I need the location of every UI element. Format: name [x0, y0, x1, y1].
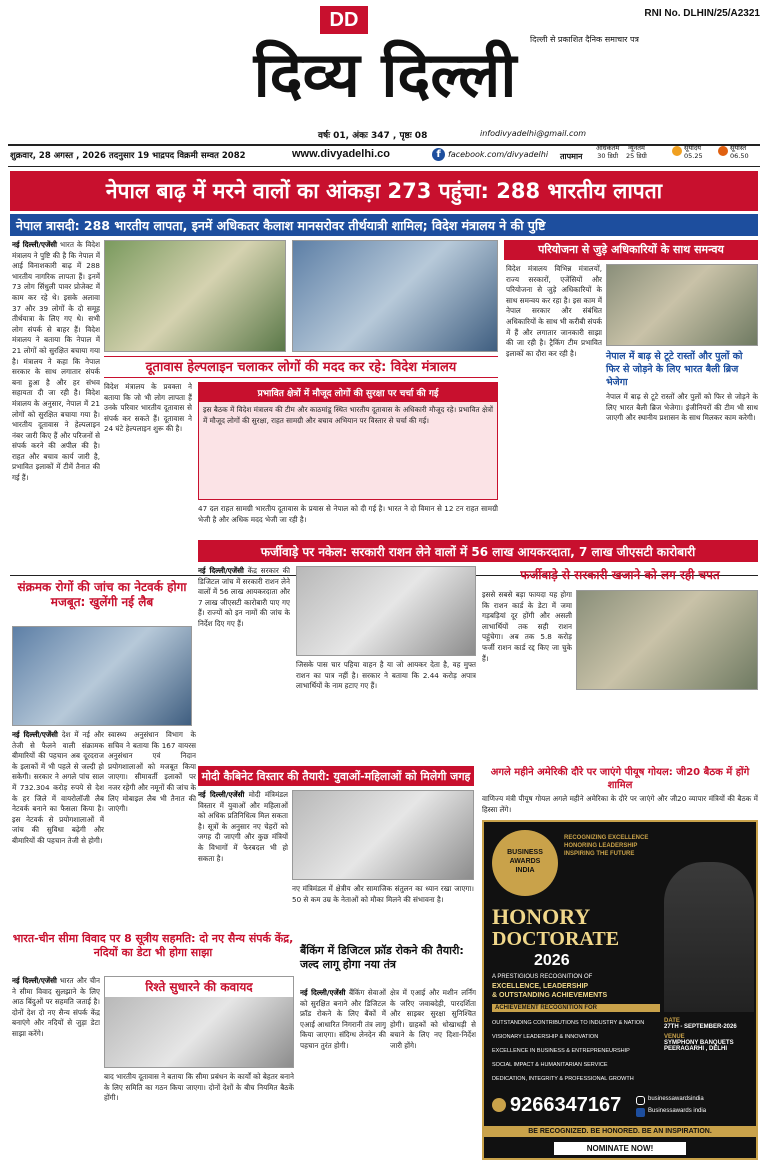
goyal-headline: अगले महीने अमेरिकी दौरे पर जाएंगे पीयूष गोयल: जी20 बैठक में होंगे शामिल — [490, 767, 750, 791]
ad-year: 2026 — [534, 952, 570, 969]
ad-categories — [492, 1016, 660, 1086]
border-photo-title: रिश्ते सुधारने की कवायद — [145, 980, 253, 994]
rni-number: RNI No. DLHIN/25/A2321 — [644, 8, 760, 19]
issue-info: वर्षः 01, अंकः 347 , पृष्ठः 08 — [318, 131, 428, 141]
modi-photo — [292, 790, 474, 880]
temp-max: अधिकतम 30 डिग्री — [596, 144, 620, 160]
ration-body: नई दिल्ली/एजेंसी केंद्र सरकार की डिजिटल जांच में सरकारी राशन लेने वालों में 56 लाख आयकरदाता और 7 लाख जीएसटी कारोबारी पाए गए हैं। राज्यों को इन नामों की जांच के निर्देश दिए गए हैं। — [198, 566, 290, 628]
ad-prestigious: A PRESTIGIOUS RECOGNITION OF — [492, 974, 593, 980]
masthead — [0, 0, 768, 170]
ad-title2: DOCTORATE — [492, 928, 620, 950]
sunset: सूर्यास्त 06.50 — [730, 144, 749, 160]
ad-cta[interactable]: NOMINATE NOW! — [554, 1142, 686, 1155]
border-body: नई दिल्ली/एजेंसी भारत और चीन ने सीमा विवाद सुलझाने के लिए आठ बिंदुओं पर सहमति जताई है। दोनों देश दो नए सैन्य संपर्क केंद्र बनाएंगे और नदियों से जुड़ा डेटा साझा करेंगे। — [12, 976, 100, 1038]
ad-phone[interactable]: 9266347167 — [510, 1094, 622, 1116]
ad-category: VISIONARY LEADERSHIP & INNOVATION — [492, 1034, 599, 1040]
ad-slogan: BE RECOGNIZED. BE HONORED. BE AN INSPIRATION. — [484, 1126, 756, 1137]
facebook-ad-icon — [636, 1108, 645, 1117]
ration-body2: जिसके पास चार पहिया वाहन है या जो आयकर देता है, वह मुफ्त राशन का पात्र नहीं है। सरकार ने बताया कि 2.44 करोड़ अपात्र लाभार्थियों के नाम हटाए गए हैं। — [296, 660, 476, 691]
ad-recognizing: RECOGNIZING EXCELLENCE HONORING LEADERSHIP INSPIRING THE FUTURE — [564, 835, 649, 857]
coordination-body2: नेपाल में बाढ़ से टूटे रास्तों और पुलों को फिर से जोड़ने के लिए भारत बैली ब्रिज भेजेगा। इंजीनियरों की टीम भी साथ जाएगी और स्थानीय प्रशासन के साथ मिलकर काम करेगी। — [606, 392, 758, 423]
coordination-caption: नेपाल में बाढ़ से टूटे रास्तों और पुलों को फिर से जोड़ने के लिए भारत बैली ब्रिज भेजेगा — [606, 351, 743, 388]
flood-photo-1 — [104, 240, 286, 352]
awards-badge: BUSINESS AWARDS INDIA — [492, 830, 558, 896]
flood-photo-2 — [292, 240, 498, 352]
leaders-photo — [105, 997, 293, 1067]
lead-caption-box: दूतावास हेल्पलाइन चलाकर लोगों की मदद कर रहे: विदेश मंत्रालय — [104, 356, 498, 378]
banking-headline: बैंकिंग में डिजिटल फ्रॉड रोकने की तैयारी: जल्द लागू होगा नया तंत्र — [300, 944, 464, 971]
instagram-icon — [636, 1096, 645, 1105]
lead-body-col1: नई दिल्ली/एजेंसी भारत के विदेश मंत्रालय ने पुष्टि की है कि नेपाल में आई विनाशकारी बाढ़ में 288 भारतीय नागरिक लापता हैं। इनमें 73 लोग सिंधुली पावर प्रोजेक्ट में काम कर रहे थे। इसके अलावा 37 और 39 लोगों के दो समूह तीर्थयात्रा के लिए गए थे। सभी लोग संपर्क से बाहर हैं। विदेश मंत्रालय ने बताया कि नेपाल में 21 लोगों को सुरक्षित बचाया गया है। मंत्रालय ने कहा कि नेपाल सरकार के साथ लगातार संपर्क बना हुआ है और हर संभव सहायता दी जा रही है। विदेश मंत्रालय के अनुसार, नेपाल में 21 लोगों को सुरक्षित बचाया गया है। भारतीय दूतावास ने हेल्पलाइन नंबर जारी किए हैं और परिजनों से संपर्क करने की अपील की है। राहत और बचाव कार्य जारी है, प्रभावित इलाकों में टीमें तैनात की गई हैं। — [12, 240, 100, 483]
ad-date-box: DATE 27TH - SEPTEMBER-2026 VENUE SYMPHONY BANQUETS PEERAGARHI , DELHI — [664, 1018, 737, 1052]
ad-fb[interactable]: Businessawards india — [648, 1108, 707, 1114]
lab-photo — [12, 626, 192, 726]
sunset-icon — [718, 146, 728, 156]
lab-headline: संक्रमक रोगों की जांच का नेटवर्क होगा मजबूत: खुलेंगी नई लैब — [17, 580, 187, 609]
ad-title1: HONORY — [492, 904, 591, 929]
weather-label: तापमान — [560, 152, 583, 161]
inner-box-body: इस बैठक में विदेश मंत्रालय की टीम और काठमांडू स्थित भारतीय दूतावास के अधिकारी मौजूद रहे। प्रभावित क्षेत्रों में मौजूद लोगों की सुरक्षा, राहत सामग्री और बचाव अभियान पर विस्तार से चर्चा की गई। — [203, 405, 493, 425]
ad-category: DEDICATION, INTEGRITY & PROFESSIONAL GROWTH — [492, 1076, 634, 1082]
goyal-body: वाणिज्य मंत्री पीयूष गोयल अगले महीने अमेरिका के दौरे पर जाएंगे और जी20 व्यापार मंत्रियों की बैठक में हिस्सा लेंगे। — [482, 794, 758, 814]
banking-body: नई दिल्ली/एजेंसी बैंकिंग सेवाओं को सुरक्षित बनाने और डिजिटल फ्रॉड रोकने के लिए बैंकों में एआई आधारित निगरानी तंत्र लागू किया जाएगा। संदिग्ध लेनदेन की पहचान तुरंत होगी। — [300, 988, 386, 1050]
dd-logo: DD — [320, 6, 368, 34]
ad-category: OUTSTANDING CONTRIBUTIONS TO INDUSTRY & NATION — [492, 1020, 645, 1026]
coordination-headline: परियोजना से जुड़े अधिकारियों के साथ समन्वय — [504, 240, 758, 260]
lab-body: नई दिल्ली/एजेंसी देश में नई और तेजी से फैलने वाली संक्रामक बीमारियों की पहचान अब दूरदराज के इलाकों में भी पहले से जल्दी हो सकेगी। सरकार ने अगले पांच साल में 732.304 करोड़ रुपये से देश के हर जिले में वायरोलॉजी लैब नेटवर्क बनाने का फैसला किया है। इस नेटवर्क से प्रयोगशालाओं में जांच की सुविधा बढ़ेगी और बीमारियों की पहचान तेजी से होगी। — [12, 730, 104, 845]
bridge-photo — [606, 264, 758, 346]
date-line: शुक्रवार, 28 अगस्त , 2026 तदनुसार 19 भाद्रपद विक्रमी सम्वत 2082 — [10, 151, 246, 161]
inner-box-title: प्रभावित क्षेत्रों में मौजूद लोगों की सुरक्षा पर चर्चा की गई — [199, 383, 497, 402]
graduate-figure — [664, 862, 754, 1012]
ad-insta[interactable]: businessawardsindia — [648, 1096, 704, 1102]
coordination-body: विदेश मंत्रालय विभिन्न मंत्रालयों, राज्य सरकारों, एजेंसियों और परियोजना से जुड़े अधिकारियों के साथ समन्वय कर रहा है। इस काम में नेपाल सरकार और संबंधित अधिकारियों के साथ भी करीबी संपर्क में हैं और लगातार जानकारी साझा की जा रही है। ट्रैकिंग टीम प्रभावित इलाकों का दौरा कर रही है। — [506, 264, 602, 358]
tagline: दिल्ली से प्रकाशित दैनिक समाचार पत्र — [530, 35, 639, 44]
honory-doctorate-ad[interactable] — [482, 820, 758, 1160]
border-photo-box — [104, 976, 294, 1068]
cabinet-headline: मोदी कैबिनेट विस्तार की तैयारी: युवाओं-महिलाओं को मिलेगी जगह — [198, 766, 474, 786]
ad-excellence: EXCELLENCE, LEADERSHIP & OUTSTANDING ACHIEVEMENTS — [492, 983, 608, 999]
phone-icon — [492, 1098, 506, 1112]
facebook-icon: f — [432, 148, 445, 161]
facebook-link[interactable]: facebook.com/divyadelhi — [448, 150, 549, 159]
border-headline: भारत-चीन सीमा विवाद पर 8 सूत्रीय सहमति: दो नए सैन्य संपर्क केंद्र, नदियों का डेटा भी होगा साझा — [12, 932, 294, 959]
sun-icon — [672, 146, 682, 156]
ad-category: EXCELLENCE IN BUSINESS & ENTREPRENEURSHIP — [492, 1048, 630, 1054]
ration-side-body: इससे सबसे बड़ा फायदा यह होगा कि राशन कार्ड के डेटा में जमा गड़बड़ियां दूर होंगी और असली लाभार्थियों तक सही राशन पहुंचेगा। अब तक 5.8 करोड़ फर्जी राशन कार्ड रद्द किए जा चुके हैं। — [482, 590, 572, 663]
temp-min: न्यूनतम 25 डिग्री — [626, 144, 647, 160]
border-body2: बाद भारतीय दूतावास ने बताया कि सीमा प्रबंधन के कार्यों को बेहतर बनाने के लिए समिति का गठन किया जाएगा। दोनों देशों के बीच नियमित बैठकें होंगी। — [104, 1072, 294, 1103]
lead-body-col2: विदेश मंत्रालय के प्रवक्ता ने बताया कि जो भी लोग लापता हैं उनके परिवार भारतीय दूतावास से संपर्क कर सकते हैं। दूतावास ने 24 घंटे हेल्पलाइन शुरू की है। — [104, 382, 192, 434]
banking-body2: क्षेत्र में एआई और मशीन लर्निंग के जरिए जवाबदेही, पारदर्शिता और साइबर सुरक्षा सुनिश्चित होगी। ग्राहकों को धोखाधड़ी से बचाने के लिए नए दिशा-निर्देश जारी होंगे। — [390, 988, 476, 1050]
ration-headline: फर्जीवाड़े पर नकेल: सरकारी राशन लेने वालों में 56 लाख आयकरदाता, 7 लाख जीएसटी कारोबारी — [198, 540, 758, 562]
lead-subhead: नेपाल त्रासदी: 288 भारतीय लापता, इनमें अधिकतर कैलाश मानसरोवर तीर्थयात्री शामिल; विदेश मंत्रालय ने की पुष्टि — [10, 214, 758, 236]
lead-headline: नेपाल बाढ़ में मरने वालों का आंकड़ा 273 पहुंचा: 288 भारतीय लापता — [10, 171, 758, 211]
ration-side-headline: फर्जीवाड़े से सरकारी खजाने को लग रही चपत — [520, 568, 720, 582]
newspaper-title: दिव्य दिल्ली — [253, 38, 517, 111]
website[interactable]: www.divyadelhi.co — [292, 148, 391, 160]
ad-achievement-label: ACHIEVEMENT RECOGNITION FOR — [492, 1004, 660, 1012]
sunrise: सूर्योदय 05.25 — [684, 144, 703, 160]
cabinet-body: नई दिल्ली/एजेंसी मोदी मंत्रिमंडल विस्तार में युवाओं और महिलाओं को अधिक प्रतिनिधित्व मिल सकता है। सूत्रों के अनुसार नए चेहरों को जगह दी जाएगी और कुछ मंत्रियों के विभागों में फेरबदल भी हो सकता है। — [198, 790, 288, 863]
ad-category: SOCIAL IMPACT & HUMANITARIAN SERVICE — [492, 1062, 608, 1068]
email[interactable]: infodivyadelhi@gmail.com — [480, 129, 587, 138]
inner-box — [198, 382, 498, 500]
ration-photo — [296, 566, 476, 656]
cabinet-body2: नए मंत्रिमंडल में क्षेत्रीय और सामाजिक संतुलन का ध्यान रखा जाएगा। 50 से कम उम्र के नेताओं को मौका मिलने की संभावना है। — [292, 884, 474, 904]
ration-side-photo — [576, 590, 758, 690]
lab-body2: स्वास्थ्य अनुसंधान विभाग के सचिव ने बताया कि 167 वायरस अनुसंधान एवं निदान प्रयोगशालाओं को मजबूत किया जाएगा। सीमावर्ती इलाकों पर नजर रहेगी और नमूनों की जांच के लिए मोबाइल लैब भी तैनात की जाएंगी। — [108, 730, 196, 814]
lead-body-col3: 47 दल राहत सामग्री भारतीय दूतावास के प्रयास से नेपाल को दी गई है। भारत ने दो विमान से 12 टन राहत सामग्री भेजी है और अधिक मदद भेजी जा रही है। — [198, 504, 498, 524]
